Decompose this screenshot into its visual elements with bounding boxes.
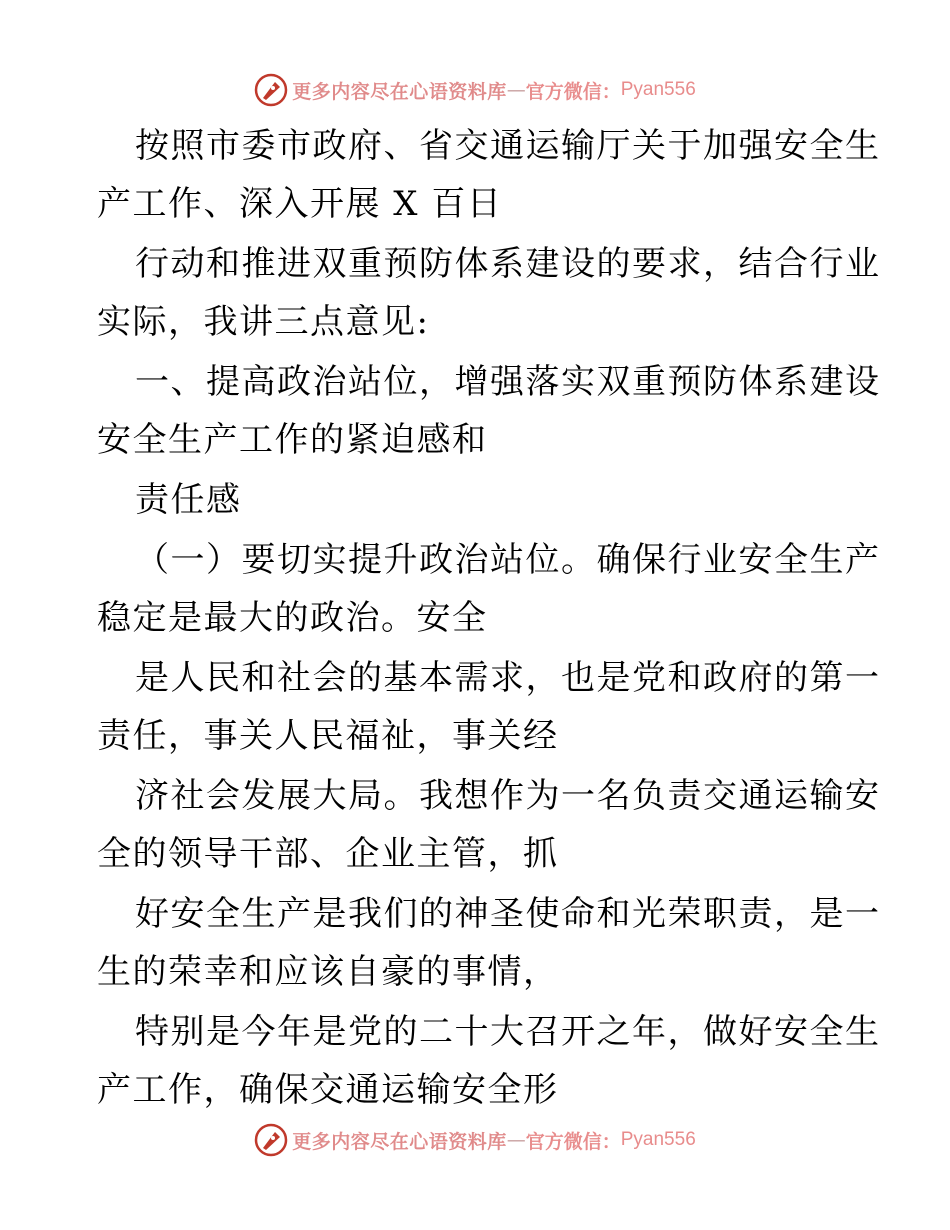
pen-nib-logo-icon — [254, 1123, 288, 1157]
watermark-banner-bottom — [0, 1120, 950, 1160]
watermark-official: 官方微信： — [525, 80, 621, 103]
watermark-separator: — — [506, 79, 526, 101]
text-line: 安全生产工作的紧迫感和 — [97, 420, 488, 460]
text-line: 责任，事关人民福祉，事关经 — [97, 716, 559, 756]
text-line: 按照市委市政府、省交通运输厅关于加强安全生 — [135, 126, 881, 166]
watermark-account: Pyan556 — [620, 1129, 696, 1150]
text-line: 责任感 — [135, 480, 242, 520]
text-line: 实际，我讲三点意见: — [97, 302, 430, 342]
pen-nib-logo-icon — [254, 73, 288, 107]
text-line: 好安全生产是我们的神圣使命和光荣职责，是一 — [135, 894, 881, 934]
text-line: 产工作，确保交通运输安全形 — [97, 1070, 559, 1110]
watermark-account: Pyan556 — [620, 79, 696, 100]
text-line: 产工作、深入开展 X 百日 — [97, 184, 503, 224]
watermark-text: 更多内容尽在心语资料库 — [292, 1130, 507, 1153]
watermark-banner-top — [0, 70, 950, 110]
text-line: 全的领导干部、企业主管，抓 — [97, 834, 559, 874]
text-line: 生的荣幸和应该自豪的事情， — [97, 952, 559, 992]
watermark-text: 更多内容尽在心语资料库 — [292, 80, 507, 103]
text-line: 一、提高政治站位，增强落实双重预防体系建设 — [135, 362, 881, 402]
text-line: 是人民和社会的基本需求，也是党和政府的第一 — [135, 658, 881, 698]
text-line: 稳定是最大的政治。安全 — [97, 598, 488, 638]
text-line: 行动和推进双重预防体系建设的要求，结合行业 — [135, 244, 881, 284]
text-line: 特别是今年是党的二十大召开之年，做好安全生 — [135, 1012, 881, 1052]
watermark-separator: — — [506, 1129, 526, 1151]
watermark-official: 官方微信： — [525, 1130, 621, 1153]
text-line: （一）要切实提升政治站位。确保行业安全生产 — [135, 540, 881, 580]
text-line: 济社会发展大局。我想作为一名负责交通运输安 — [135, 776, 881, 816]
